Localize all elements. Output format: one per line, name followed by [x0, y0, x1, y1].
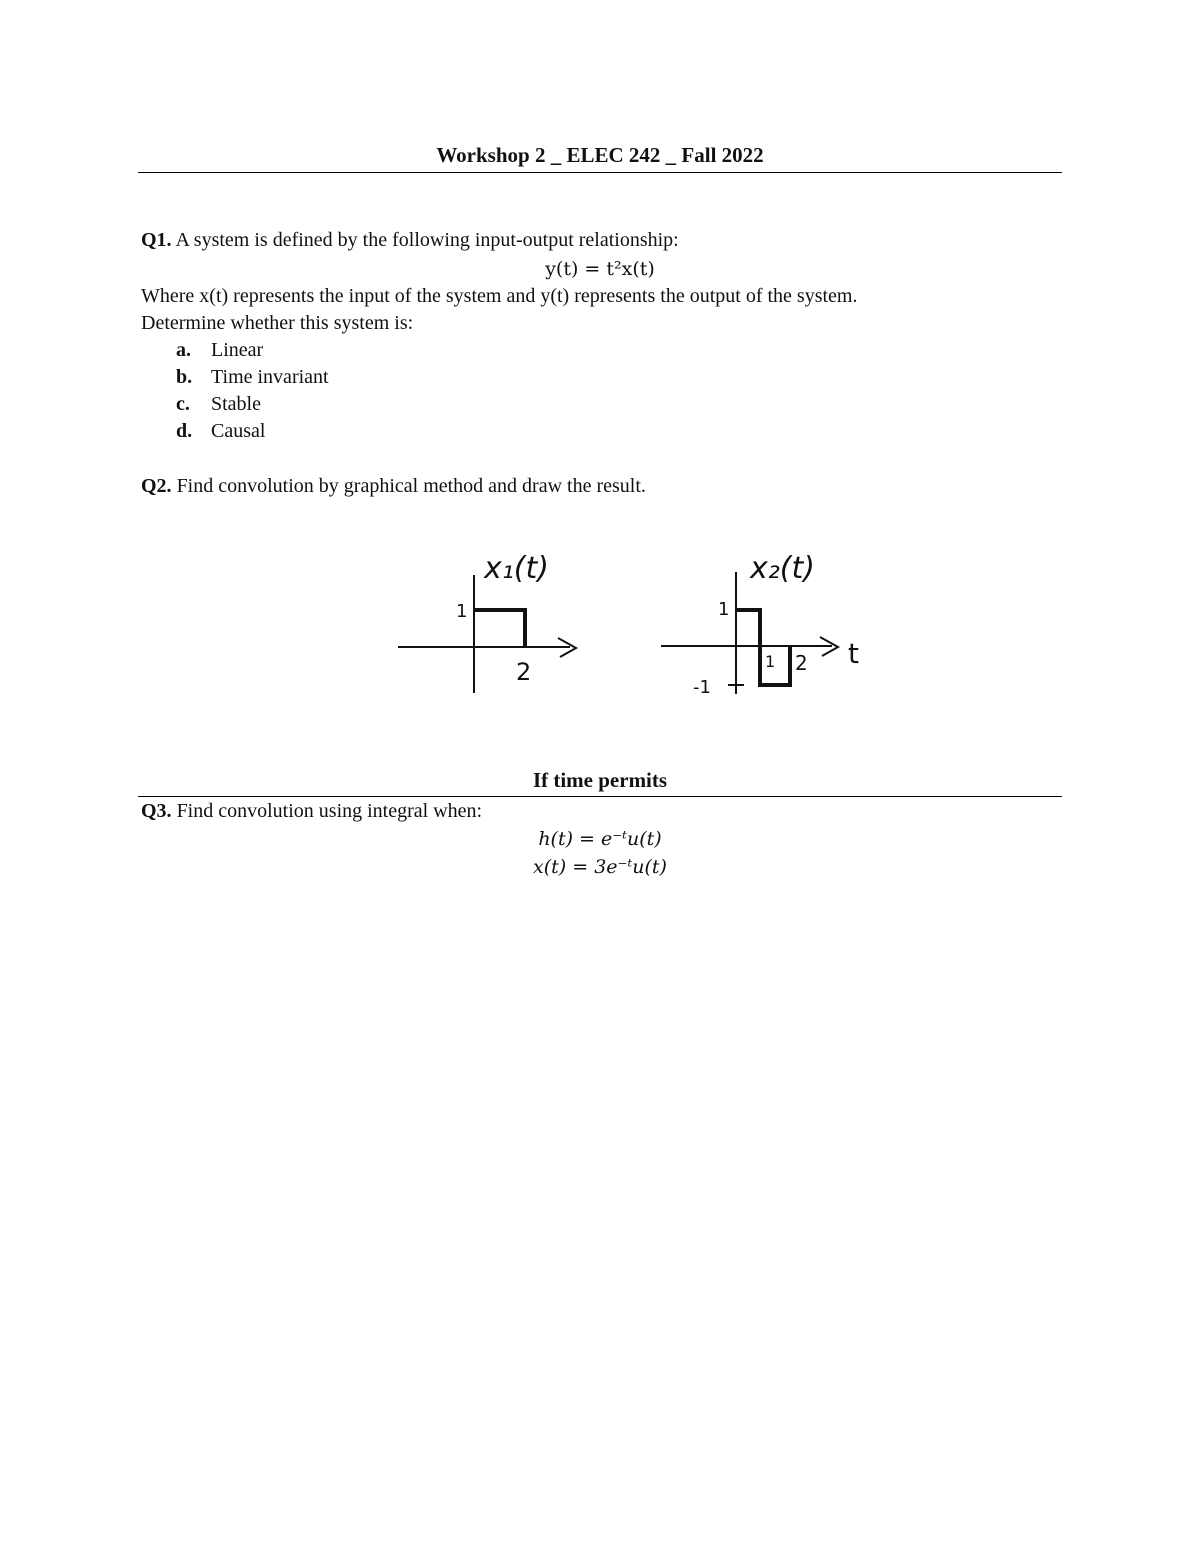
q1-where-text: Where x(t) represents the input of the system and y(t) represents the output of the system. — [141, 285, 858, 307]
q3-equation-x: x(t) = 3e⁻ᵗu(t) — [533, 856, 667, 878]
q1-intro-text: A system is defined by the following input-output relationship: — [171, 229, 679, 251]
list-letter: c. — [176, 393, 190, 415]
x2-graph — [661, 551, 859, 698]
q3-text: Find convolution using integral when: — [171, 800, 483, 822]
x2-title: x₂(t) — [750, 551, 815, 586]
x2-tick1-label: 1 — [765, 652, 776, 671]
list-text: Stable — [211, 393, 261, 415]
list-text: Causal — [211, 420, 266, 442]
q1-label: Q1. — [141, 229, 172, 251]
q1-equation: y(t) = t²x(t) — [545, 258, 655, 280]
x1-end-label: 2 — [516, 658, 532, 686]
page-title: Workshop 2 _ ELEC 242 _ Fall 2022 — [436, 143, 764, 167]
list-text: Time invariant — [211, 366, 329, 388]
x2-tick2-label: 2 — [795, 651, 808, 675]
x1-pulse — [474, 610, 525, 647]
extra-rule — [138, 796, 1062, 797]
x1-graph — [398, 551, 576, 693]
list-letter: b. — [176, 366, 193, 388]
list-letter: a. — [176, 339, 191, 361]
x1-level-label: 1 — [456, 601, 468, 622]
x2-axis-label: t — [848, 637, 859, 670]
q1-determine-text: Determine whether this system is: — [141, 312, 414, 334]
q2-label: Q2. — [141, 475, 172, 497]
q3-line — [141, 800, 482, 823]
q2-text: Find convolution by graphical method and draw the result. — [171, 475, 646, 497]
extra-heading: If time permits — [532, 768, 668, 792]
x2-neg-label: -1 — [693, 677, 711, 698]
list-text: Linear — [211, 339, 264, 361]
q3-equation-h: h(t) = e⁻ᵗu(t) — [538, 828, 662, 850]
list-letter: d. — [176, 420, 193, 442]
q3-label: Q3. — [141, 800, 172, 822]
x2-pos-label: 1 — [718, 599, 730, 620]
signal-sketches — [0, 0, 1200, 760]
x2-waveform — [736, 610, 790, 685]
x1-title: x₁(t) — [484, 551, 549, 586]
